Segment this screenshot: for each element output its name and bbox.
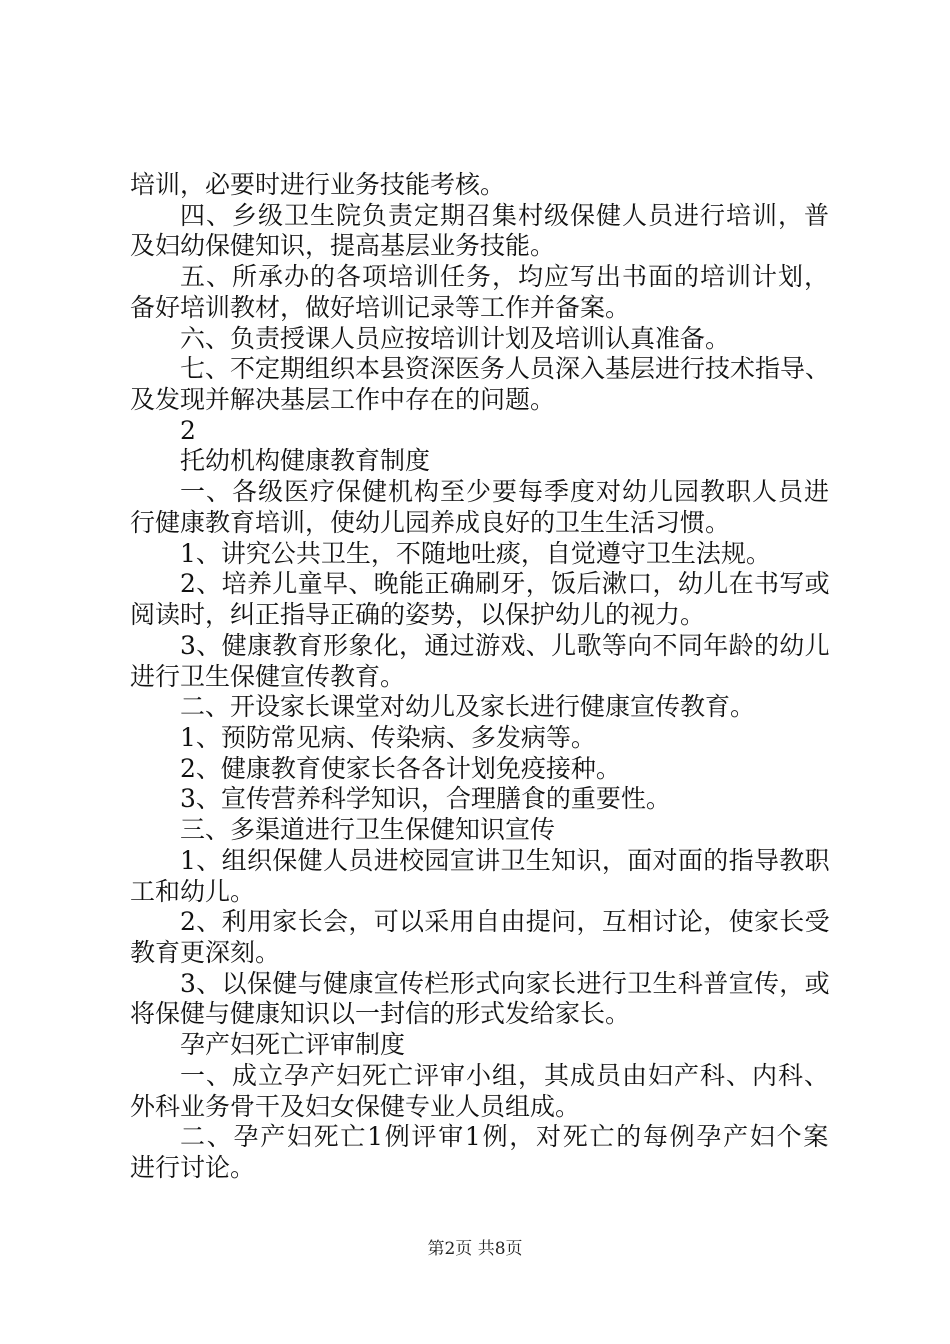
text-line-content: 3、健康教育形象化，通过游戏、儿歌等向不同年龄的幼儿 [180, 631, 831, 660]
text-line-content: 三、多渠道进行卫生保健知识宣传 [180, 815, 556, 844]
text-line-content: 行健康教育培训，使幼儿园养成良好的卫生生活习惯。 [130, 508, 731, 537]
text-line-content: 1、组织保健人员进校园宣讲卫生知识，面对面的指导教职 [180, 846, 831, 875]
text-line [0, 1148, 950, 1188]
text-line-content: 托幼机构健康教育制度 [180, 446, 431, 475]
text-line-content: 孕产妇死亡评审制度 [180, 1030, 406, 1059]
text-line-content: 2、培养儿童早、晚能正确刷牙，饭后漱口，幼儿在书写或 [180, 569, 831, 598]
text-line-content: 二、开设家长课堂对幼儿及家长进行健康宣传教育。 [180, 692, 756, 721]
text-line-content: 2、健康教育使家长各各计划免疫接种。 [180, 754, 621, 783]
text-line-content: 外科业务骨干及妇女保健专业人员组成。 [130, 1092, 581, 1121]
text-line-content: 培训，必要时进行业务技能考核。 [130, 170, 506, 199]
text-line-content: 2、利用家长会，可以采用自由提问，互相讨论，使家长受 [180, 907, 831, 936]
text-line-content: 及妇幼保健知识，提高基层业务技能。 [130, 231, 556, 260]
text-line-content: 阅读时，纠正指导正确的姿势，以保护幼儿的视力。 [130, 600, 706, 629]
text-line-content: 3、宣传营养科学知识，合理膳食的重要性。 [180, 784, 671, 813]
text-line-content: 教育更深刻。 [130, 938, 281, 967]
text-line-content: 一、成立孕产妇死亡评审小组，其成员由妇产科、内科、 [180, 1061, 831, 1090]
text-line-content: 四、乡级卫生院负责定期召集村级保健人员进行培训，普 [180, 201, 831, 230]
text-line-content: 二、孕产妇死亡1例评审1例，对死亡的每例孕产妇个案 [180, 1122, 831, 1151]
text-line-content: 1、讲究公共卫生，不随地吐痰，自觉遵守卫生法规。 [180, 539, 771, 568]
text-line-content: 进行卫生保健宣传教育。 [130, 662, 406, 691]
text-line-content: 六、负责授课人员应按培训计划及培训认真准备。 [180, 324, 731, 353]
text-line-content: 七、不定期组织本县资深医务人员深入基层进行技术指导、 [180, 354, 831, 383]
text-line-content: 及发现并解决基层工作中存在的问题。 [130, 385, 556, 414]
text-line-content: 3、以保健与健康宣传栏形式向家长进行卫生科普宣传，或 [180, 969, 831, 998]
text-line-content: 2 [180, 416, 196, 445]
page-footer: 第2页 共8页 [427, 1239, 523, 1259]
text-line-content: 备好培训教材，做好培训记录等工作并备案。 [130, 293, 631, 322]
text-line-content: 一、各级医疗保健机构至少要每季度对幼儿园教职人员进 [180, 477, 831, 506]
text-line-content: 进行讨论。 [130, 1153, 256, 1182]
text-line-content: 五、所承办的各项培训任务，均应写出书面的培训计划， [180, 262, 831, 291]
text-line-content: 工和幼儿。 [130, 877, 256, 906]
text-line-content: 1、预防常见病、传染病、多发病等。 [180, 723, 596, 752]
text-line-content: 将保健与健康知识以一封信的形式发给家长。 [130, 999, 631, 1028]
